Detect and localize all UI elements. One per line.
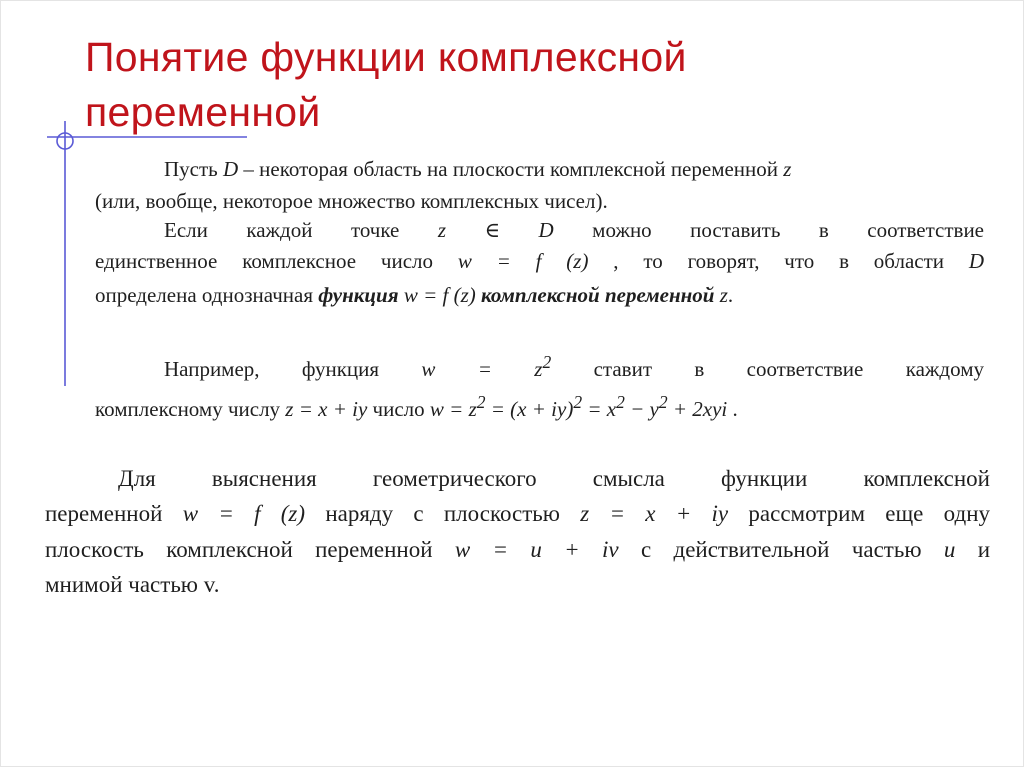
- p1-text-a: Пусть: [164, 157, 218, 181]
- p3-m2a: w = z: [429, 397, 477, 421]
- p2-bold-function: функция: [318, 283, 399, 307]
- p4-text-g: и: [977, 537, 990, 562]
- p2-bold-complex-variable: комплексной переменной: [480, 283, 715, 307]
- p2-line-1: [164, 214, 984, 246]
- p4-math-w-f-z: w = f (z): [182, 501, 306, 526]
- p2-text-e: определена однозначная: [95, 283, 314, 307]
- slide-title-line-2: переменной: [85, 89, 321, 135]
- p3-math-w-z: w = z: [421, 357, 543, 381]
- p4-line-3: [45, 533, 990, 567]
- p4-text-f: с действительной частью: [640, 537, 922, 562]
- p3-math-w-z2: [421, 352, 552, 381]
- p3-math-z-x-iy: z = x + iy: [285, 397, 368, 421]
- p3-sup: 2: [542, 352, 552, 372]
- p3-text-a: Например, функция: [164, 357, 380, 381]
- p3-sup4: 2: [658, 392, 668, 412]
- p4-line-2: [45, 497, 990, 531]
- p2-var-z: z: [719, 283, 728, 307]
- p3-text-b: ставит в соответствие каждому: [593, 357, 984, 381]
- p4-text-b: переменной: [45, 501, 163, 526]
- p3-end: .: [732, 397, 738, 421]
- p3-math-expansion: [429, 392, 728, 421]
- p2-math-w-f-z-2: w = f (z): [403, 283, 476, 307]
- p4-math-z-x-iy: z = x + iy: [580, 501, 729, 526]
- p2-text-a: Если каждой точке: [164, 218, 400, 242]
- p4-var-u: u: [943, 537, 956, 562]
- p3-text-c: комплексному числу: [95, 397, 281, 421]
- p2-line-2: [95, 245, 984, 277]
- p3-m2d: − y: [630, 397, 659, 421]
- p3-sup3: 2: [616, 392, 625, 412]
- p1-line-2: (или, вообще, некоторое множество комплексных чисел).: [95, 189, 608, 213]
- paragraph-definition-domain: [164, 153, 791, 185]
- p2-text-d: , то говорят, что в области: [613, 249, 945, 273]
- p2-text-b: можно поставить в соответствие: [592, 218, 985, 242]
- p3-m2c: = x: [587, 397, 617, 421]
- p2-end: .: [727, 283, 734, 307]
- p3-line-2: [95, 386, 738, 425]
- p4-text-e: плоскость комплексной переменной: [45, 537, 433, 562]
- slide-title-line-1: Понятие функции комплексной: [85, 34, 687, 80]
- p2-line-3: [95, 279, 733, 311]
- p2-math-z-in-d: z ∈ D: [437, 218, 554, 242]
- p4-text-c: наряду с плоскостью: [325, 501, 560, 526]
- p1-var-z: z: [783, 157, 792, 181]
- p3-sup1: 2: [476, 392, 486, 412]
- p3-sup2: 2: [573, 392, 583, 412]
- p3-text-d: число: [372, 397, 425, 421]
- p3-line-1: [164, 346, 984, 385]
- p2-math-w-f-z: w = f (z): [457, 249, 589, 273]
- p4-text-d: рассмотрим еще одну: [748, 501, 991, 526]
- p3-m2b: = (x + iy): [490, 397, 574, 421]
- p1-var-d: D: [223, 157, 239, 181]
- p2-var-d: D: [968, 249, 985, 273]
- p4-text-a: Для выяснения геометрического смысла функции комплексной: [118, 466, 990, 491]
- p2-text-c: единственное комплексное число: [95, 249, 433, 273]
- p1-text-b: – некоторая область на плоскости комплексной переменной: [243, 157, 779, 181]
- p3-m2e: + 2xyi: [672, 397, 728, 421]
- p4-line-4: мнимой частью v.: [45, 572, 220, 597]
- p4-math-w-u-iv: w = u + iv: [454, 537, 619, 562]
- p4-line-1: [118, 462, 990, 496]
